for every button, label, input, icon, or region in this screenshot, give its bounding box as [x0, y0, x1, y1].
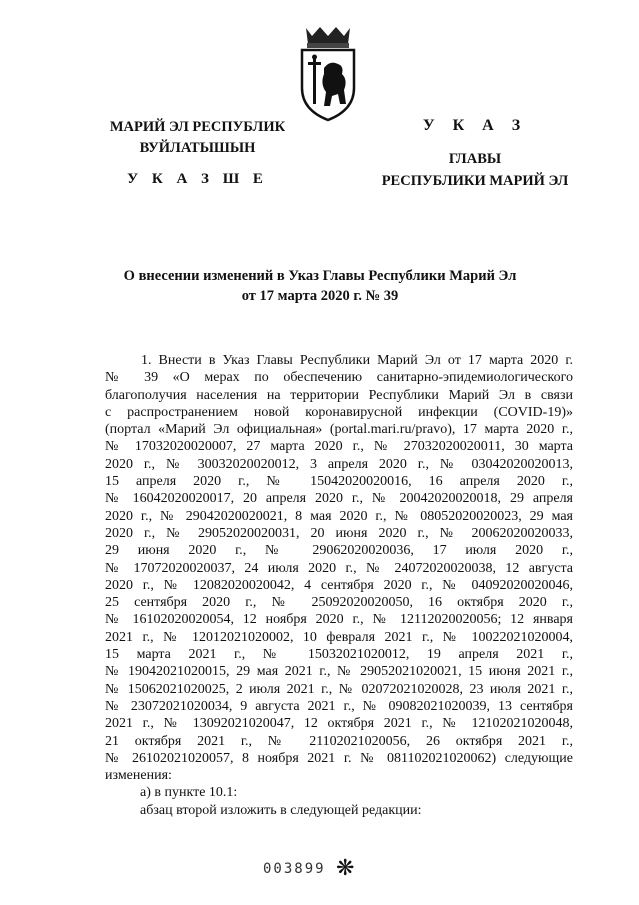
- body-line: 29 июня 2020 г., № 29062020020036, 17 июля 2020 г.,: [105, 543, 573, 559]
- body-line: 2020 г., № 12082020020042, 4 сентября 2020 г., № 04092020020046,: [105, 577, 573, 593]
- body-line: 2020 г., № 29052020020031, 20 июня 2020 г., № 20062020020033,: [105, 525, 573, 541]
- body-line: № 16042020020017, 20 апреля 2020 г., № 20042020020018, 29 апреля: [105, 491, 573, 507]
- body-line: 2021 г., № 13092021020047, 12 октября 2021 г., № 12102021020048,: [105, 716, 573, 732]
- body-line: изменения:: [105, 768, 172, 784]
- header-right-line1: ГЛАВЫ: [448, 151, 502, 167]
- document-title-line2: от 17 марта 2020 г. № 39: [241, 288, 399, 304]
- body-line: № 26102021020057, 8 ноября 2021 г. № 081102021020062) следующие: [105, 750, 573, 766]
- item-a-heading: а) в пункте 10.1:: [140, 785, 238, 801]
- body-line: № 17072020020037, 24 июля 2020 г., № 24072020020038, 12 августа: [105, 560, 573, 576]
- header-left-line1: МАРИЙ ЭЛ РЕСПУБЛИК: [109, 119, 286, 135]
- ornament-mark: ❋: [336, 856, 355, 881]
- body-line: 21 октября 2021 г., № 21102021020056, 26 октября 2021 г.,: [105, 733, 573, 749]
- coat-of-arms-icon: [296, 26, 360, 122]
- header-right-block: [360, 150, 590, 191]
- serial-number: 003899: [263, 861, 326, 877]
- body-line: 15 апреля 2020 г., № 15042020020016, 16 апреля 2020 г.,: [105, 474, 573, 490]
- body-line: 2021 г., № 12012021020002, 10 февраля 2021 г., № 10022021020004,: [105, 629, 573, 645]
- body-line: № 23072021020034, 9 августа 2021 г., № 09082021020039, 13 сентября: [105, 698, 573, 714]
- body-line: № 17032020020007, 27 марта 2020 г., № 27032020020011, 30 марта: [105, 439, 573, 455]
- document-title: [80, 266, 560, 306]
- body-line: 1. Внести в Указ Главы Республики Марий Эл от 17 марта 2020 г.: [141, 353, 573, 368]
- header-right-line2: РЕСПУБЛИКИ МАРИЙ ЭЛ: [381, 173, 569, 189]
- document-body: [105, 352, 573, 819]
- body-line: благополучия населения на территории Республики Марий Эл в связи: [105, 387, 573, 403]
- item-a-text: абзац второй изложить в следующей редакции:: [140, 802, 422, 818]
- body-line: (портал «Марий Эл официальная» (portal.mari.ru/pravo), 17 марта 2020 г.,: [105, 422, 573, 438]
- body-line: с распространением новой коронавирусной инфекции (COVID-19)»: [105, 404, 573, 420]
- body-line: 2020 г., № 30032020020012, 3 апреля 2020 г., № 03042020020013,: [105, 456, 573, 472]
- body-line: 15 марта 2021 г., № 15032021020012, 19 апреля 2021 г.,: [105, 647, 573, 663]
- body-line: 25 сентября 2020 г., № 25092020020050, 16 октября 2020 г.,: [105, 595, 573, 611]
- header-left-line3: У К А З Ш Е: [127, 171, 268, 187]
- body-line: 2020 г., № 29042020020021, 8 мая 2020 г., № 08052020020023, 29 мая: [105, 508, 573, 524]
- header-right-title: У К А З: [422, 117, 528, 134]
- body-line: № 19042021020015, 29 мая 2021 г., № 29052021020021, 15 июня 2021 г.,: [105, 664, 573, 680]
- header-left-line2: ВУЙЛАТЫШЫН: [139, 140, 256, 156]
- header-left-block: [105, 118, 290, 189]
- document-title-line1: О внесении изменений в Указ Главы Республики Марий Эл: [123, 268, 517, 284]
- body-line: № 16102020020054, 12 ноября 2020 г., № 12112020020056; 12 января: [105, 612, 573, 628]
- body-line: № 39 «О мерах по обеспечению санитарно-эпидемиологического: [105, 370, 573, 386]
- body-line: № 15062021020025, 2 июля 2021 г., № 02072021020028, 23 июля 2021 г.,: [105, 681, 573, 697]
